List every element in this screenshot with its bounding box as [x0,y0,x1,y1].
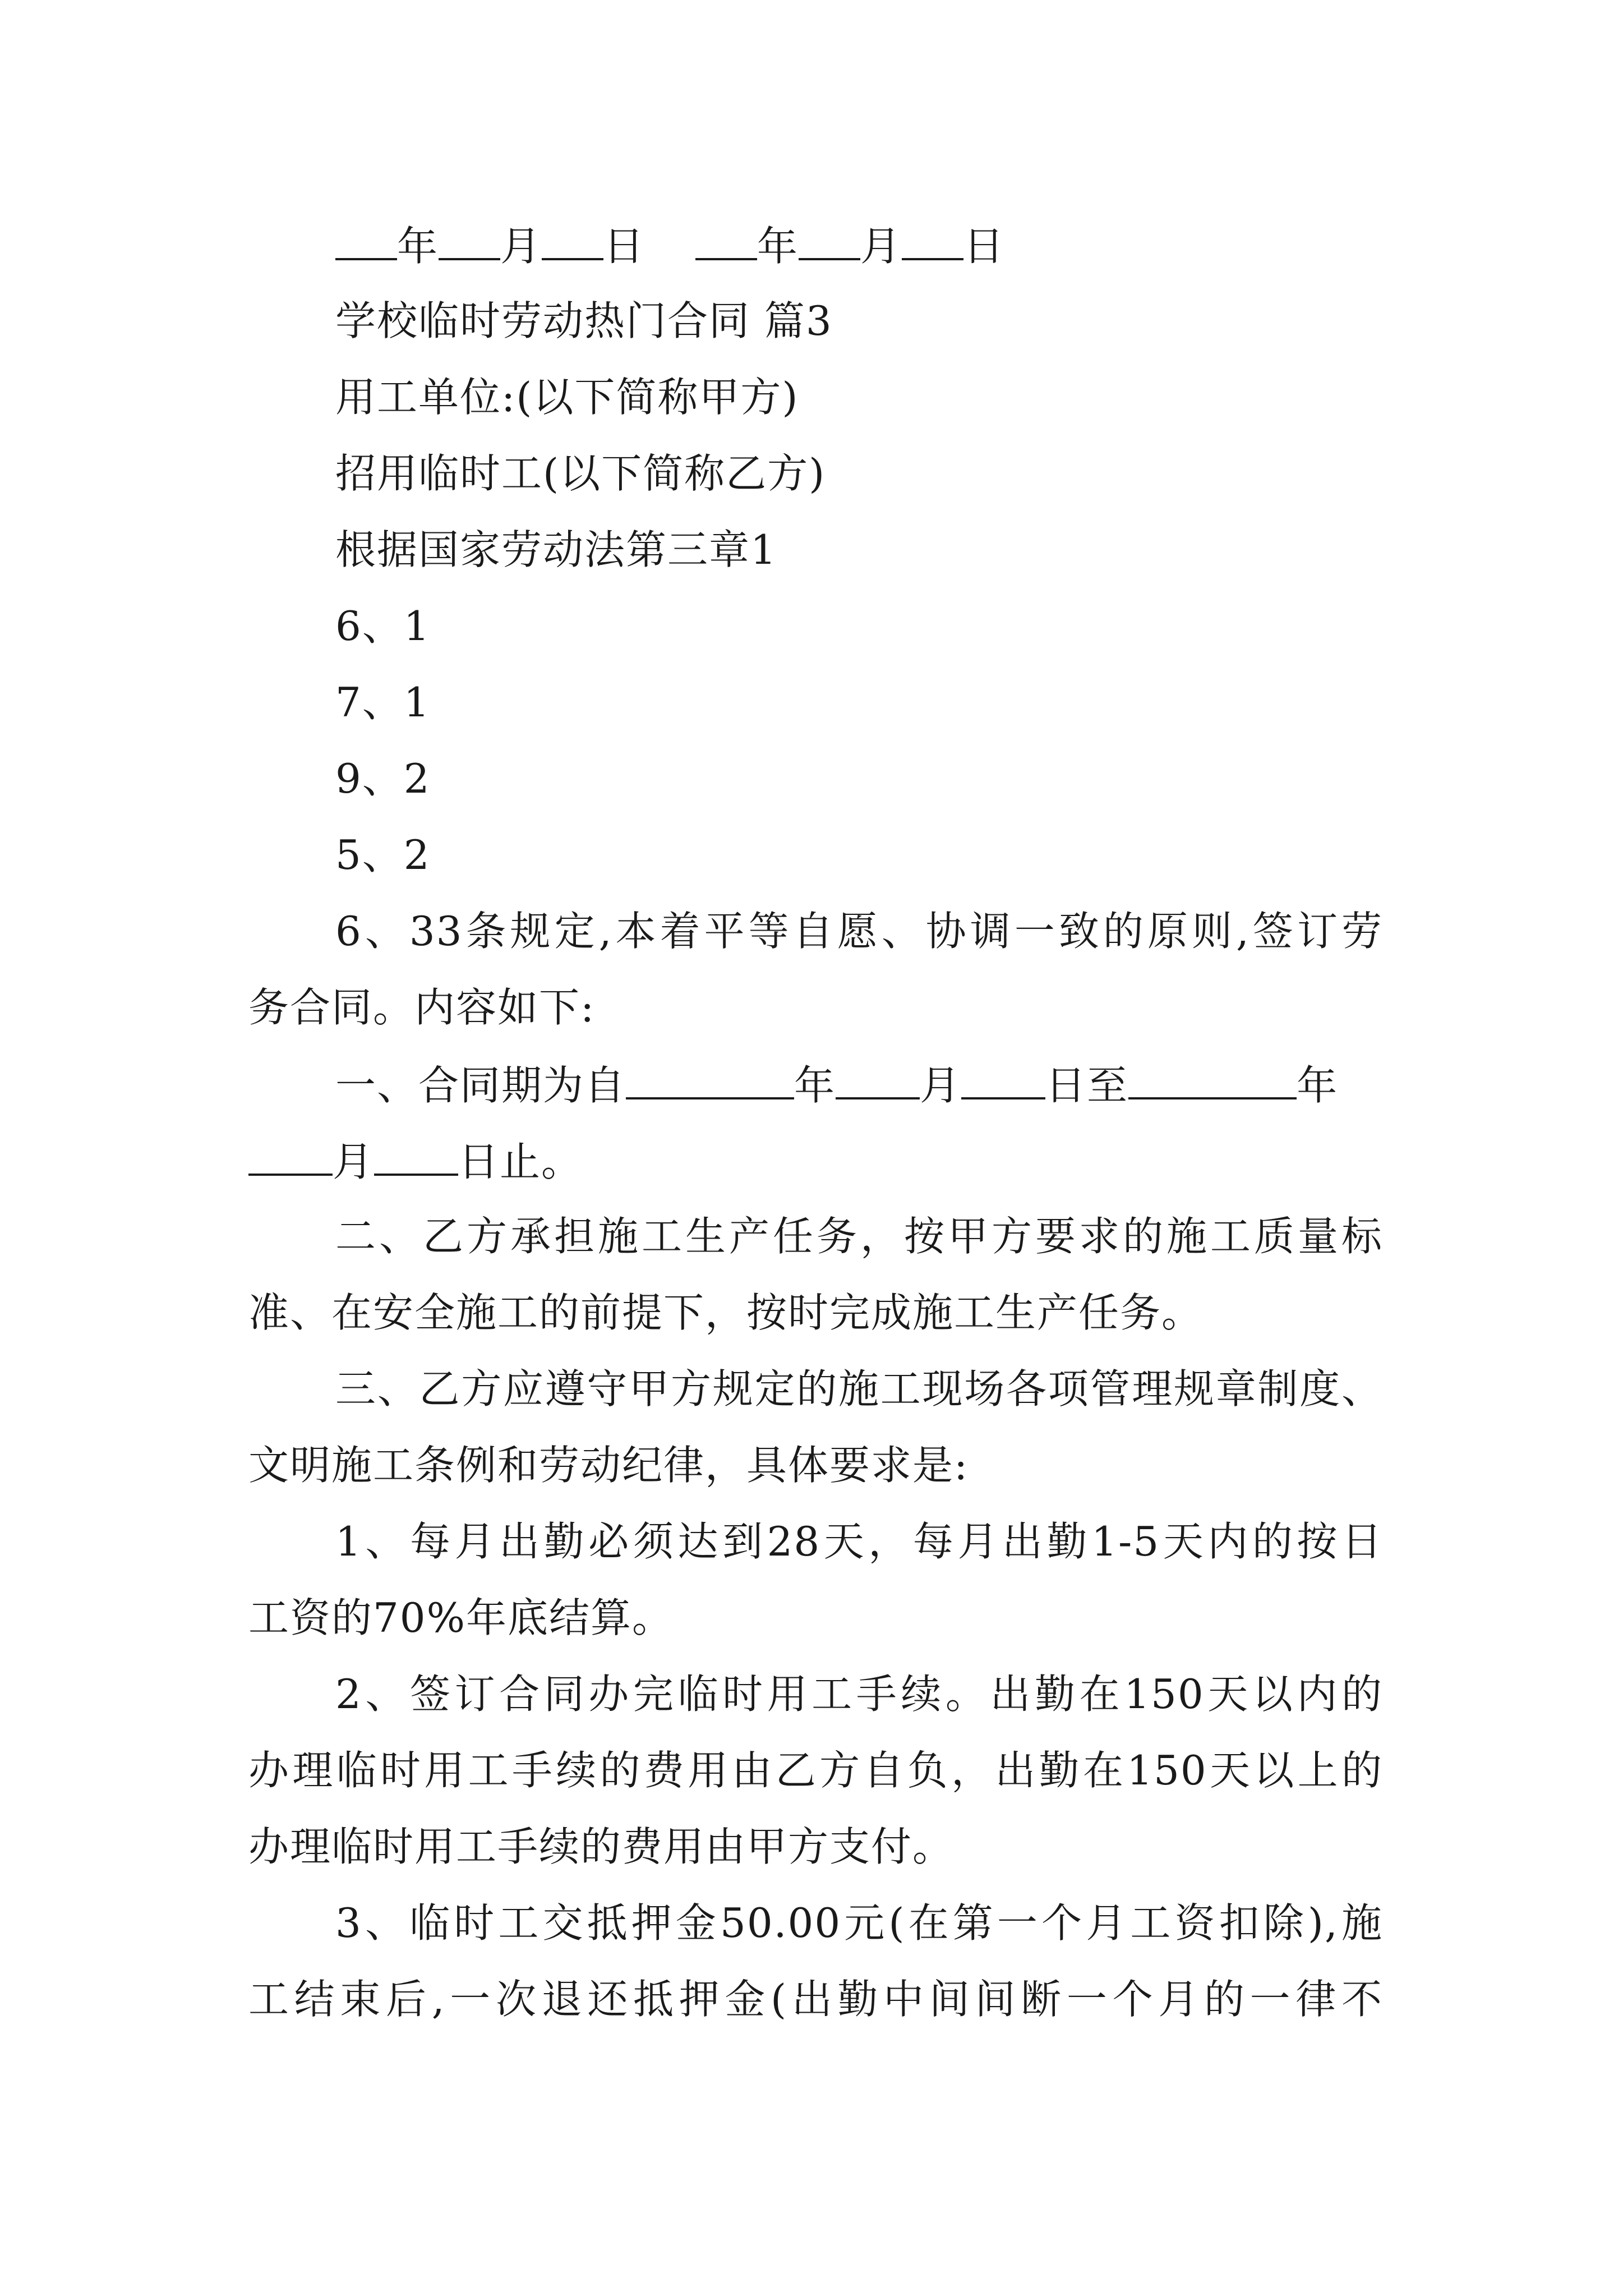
date-day-1: 日 [603,223,645,270]
blank-end-year [1128,1064,1297,1099]
paragraph-line: 办理临时用工手续的费用由乙方自负，出勤在150天以上的 [248,1747,1383,1794]
contract-term-line-2 [248,1138,583,1185]
blank-month-1 [439,224,500,260]
term-month-2: 月 [333,1138,375,1185]
paragraph-line: 工资的70%年底结算。 [248,1594,674,1641]
employee-line: 招用临时工(以下简称乙方) [335,450,826,497]
blank-end-month [248,1140,333,1176]
paragraph-line: 二、乙方承担施工生产任务，按甲方要求的施工质量标 [335,1213,1383,1260]
term-day-to: 日至 [1045,1062,1129,1109]
paragraph-line: 准、在安全施工的前提下，按时完成施工生产任务。 [248,1289,1204,1336]
date-year-2: 年 [757,223,799,270]
paragraph-line: 文明施工条例和劳动纪律，具体要求是: [248,1442,969,1489]
date-line [335,223,1005,270]
term-year: 年 [794,1062,836,1109]
term-prefix: 一、合同期为自 [335,1062,626,1109]
paragraph-line: 务合同。内容如下: [248,984,596,1031]
date-year-1: 年 [397,223,439,270]
contract-title: 学校临时劳动热门合同 篇3 [335,297,833,344]
paragraph-line: 工结束后,一次退还抵押金(出勤中间间断一个月的一律不 [248,1976,1383,2023]
item-line: 7、1 [335,679,431,726]
date-month-2: 月 [860,223,902,270]
blank-day-2 [902,224,963,260]
blank-start-day [961,1064,1045,1099]
contract-term-line [335,1062,1339,1109]
item-line: 6、1 [335,602,431,650]
paragraph-line: 1、每月出勤必须达到28天，每月出勤1-5天内的按日 [335,1518,1383,1565]
employer-line: 用工单位:(以下简称甲方) [335,374,799,421]
paragraph-line: 3、临时工交抵押金50.00元(在第一个月工资扣除),施 [335,1899,1383,1947]
item-line: 9、2 [335,755,431,802]
blank-day-1 [542,224,603,260]
blank-year-1 [335,224,397,260]
paragraph-line: 三、乙方应遵守甲方规定的施工现场各项管理规章制度、 [335,1365,1383,1412]
paragraph-line: 2、签订合同办完临时用工手续。出勤在150天以内的 [335,1671,1383,1718]
date-month-1: 月 [500,223,542,270]
blank-end-day [374,1140,458,1176]
item-line: 5、2 [335,831,431,878]
paragraph-line: 6、33条规定,本着平等自愿、协调一致的原则,签订劳 [335,908,1383,955]
date-day-2: 日 [963,223,1005,270]
term-end: 日止。 [458,1138,583,1185]
legal-basis-line: 根据国家劳动法第三章1 [335,526,777,573]
blank-start-month [836,1064,920,1099]
term-year-2: 年 [1297,1062,1339,1109]
paragraph-line: 办理临时用工手续的费用由甲方支付。 [248,1823,955,1870]
blank-month-2 [799,224,860,260]
blank-year-2 [695,224,757,260]
blank-start-year [626,1064,794,1099]
term-month: 月 [920,1062,962,1109]
